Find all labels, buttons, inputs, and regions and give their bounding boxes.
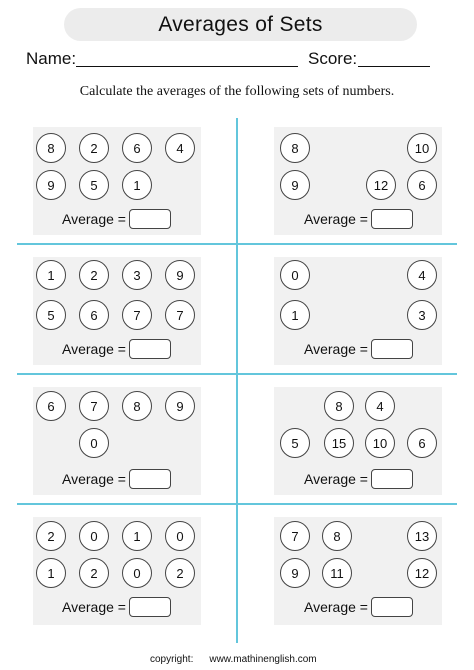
number-circle: 5 [36,300,66,330]
number-circle: 0 [165,521,195,551]
average-answer-box[interactable] [371,339,413,359]
problem-5 [33,387,201,495]
average-answer-box[interactable] [371,597,413,617]
number-circle: 4 [165,133,195,163]
number-circle: 7 [280,521,310,551]
number-circle: 0 [280,260,310,290]
number-circle: 0 [79,521,109,551]
number-circle: 4 [365,391,395,421]
number-circle: 7 [122,300,152,330]
website-link[interactable]: www.mathinenglish.com [209,654,317,665]
number-circle: 6 [407,170,437,200]
number-circle: 8 [324,391,354,421]
number-circle: 10 [365,428,395,458]
number-circle: 0 [122,558,152,588]
name-field[interactable] [76,66,298,67]
divider-vertical [236,118,238,643]
average-label: Average = [62,599,126,615]
number-circle: 1 [122,170,152,200]
copyright-label: copyright: [150,654,194,665]
average-answer-box[interactable] [129,597,171,617]
number-circle: 6 [36,391,66,421]
page-title: Averages of Sets [158,12,323,36]
problem-8 [274,517,442,625]
number-circle: 2 [79,558,109,588]
problem-1 [33,127,201,235]
number-circle: 2 [165,558,195,588]
number-circle: 8 [280,133,310,163]
number-circle: 8 [36,133,66,163]
number-circle: 1 [280,300,310,330]
number-circle: 9 [280,558,310,588]
average-label: Average = [304,211,368,227]
number-circle: 5 [280,428,310,458]
number-circle: 0 [79,428,109,458]
number-circle: 13 [407,521,437,551]
average-label: Average = [62,471,126,487]
average-answer-box[interactable] [129,339,171,359]
average-answer-box[interactable] [371,469,413,489]
average-label: Average = [62,211,126,227]
number-circle: 5 [79,170,109,200]
number-circle: 15 [324,428,354,458]
problem-3 [33,257,201,365]
average-label: Average = [304,599,368,615]
average-label: Average = [62,341,126,357]
average-answer-box[interactable] [371,209,413,229]
problem-2 [274,127,442,235]
number-circle: 9 [165,391,195,421]
number-circle: 1 [36,558,66,588]
number-circle: 3 [122,260,152,290]
number-circle: 4 [407,260,437,290]
score-label: Score: [308,49,358,68]
name-label: Name: [26,49,77,68]
problem-4 [274,257,442,365]
footer [150,654,317,665]
score-field[interactable] [358,66,430,67]
average-label: Average = [304,341,368,357]
number-circle: 8 [122,391,152,421]
number-circle: 9 [165,260,195,290]
number-circle: 7 [79,391,109,421]
number-circle: 2 [36,521,66,551]
average-answer-box[interactable] [129,469,171,489]
number-circle: 9 [36,170,66,200]
number-circle: 8 [322,521,352,551]
number-circle: 2 [79,133,109,163]
title-banner [64,8,417,41]
number-circle: 6 [79,300,109,330]
number-circle: 1 [122,521,152,551]
number-circle: 9 [280,170,310,200]
problem-6 [274,387,442,495]
number-circle: 2 [79,260,109,290]
number-circle: 12 [366,170,396,200]
number-circle: 10 [407,133,437,163]
number-circle: 7 [165,300,195,330]
number-circle: 11 [322,558,352,588]
average-label: Average = [304,471,368,487]
number-circle: 3 [407,300,437,330]
number-circle: 6 [122,133,152,163]
number-circle: 12 [407,558,437,588]
problem-7 [33,517,201,625]
number-circle: 1 [36,260,66,290]
average-answer-box[interactable] [129,209,171,229]
number-circle: 6 [407,428,437,458]
instructions: Calculate the averages of the following sets of numbers. [79,84,395,99]
